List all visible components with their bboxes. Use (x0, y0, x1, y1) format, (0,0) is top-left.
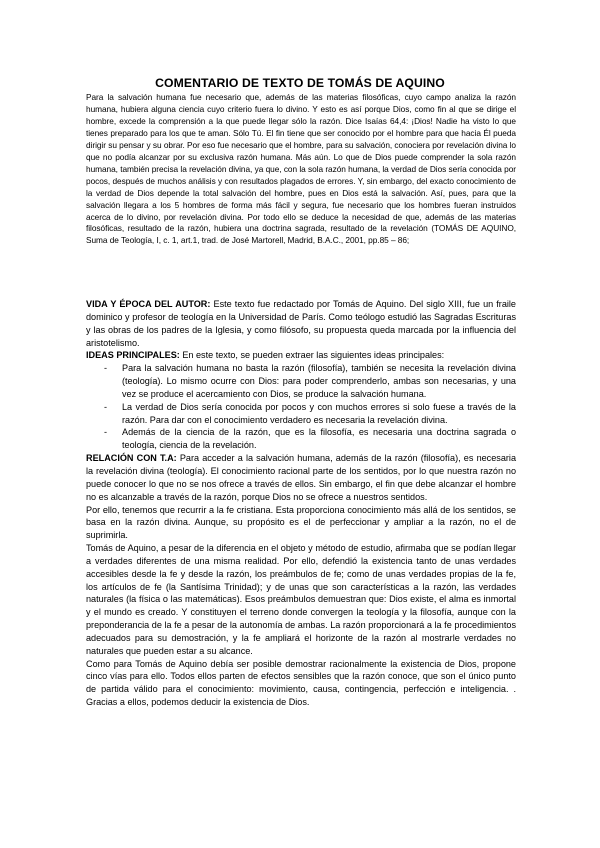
quoted-text: Para la salvación humana fue necesario que, además de las materias filosóficas, cuyo campo analiza la razón humana, hubiera alguna ciencia cuyo criterio fuera lo divino. Y esto es así porque Dios, como fin al que se dirige el hombre, excede la comprensión a la que puede llegar sólo la razón. Dice Isaías 64,4: ¡Dios! Nadie ha visto lo que tienes preparado para los que te aman. Sólo Tú. El fin tiene que ser conocido por el hombre para que hacia Él pueda dirigir su pensar y su obrar. Por eso fue necesario que el hombre, para su salvación, conociera por revelación divina lo que no podía alcanzar por su exclusiva razón humana. Más aún. Lo que de Dios puede comprender la sola razón humana, también precisa la revelación divina, ya que, con la sola razón humana, la verdad de Dios sería conocida por pocos, después de muchos análisis y con resultados plagados de errores. Y, sin embargo, del exacto conocimiento de la verdad de Dios depende la total salvación del hombre, pues en Dios está la salvación. Así, pues, para que la salvación llegara a los 5 hombres de forma más fácil y segura, fue necesario que los hombres fueran instruidos acerca de lo divino, por revelación divina. Por todo ello se deduce la necesidad de que, además de las materias filosóficas, resultado de la razón, hubiera una doctrina sagrada, resultado de la revelación (TOMÁS DE AQUINO, Suma de Teología, I, c. 1, art.1, trad. de José Martorell, Madrid, B.A.C., 2001, pp.85 – 86; (86, 92, 516, 246)
commentary-body (86, 298, 516, 709)
section-vida-text: Este texto fue redactado por Tomás de Aquino. Del siglo XIII, fue un fraile dominico y profesor de teología en la Universidad de París. Como teólogo estudió las Sagradas Escrituras y las obras de los padres de la Iglesia, y como filósofo, su propuesta queda marcada por la influencia del aristotelismo. (86, 299, 516, 348)
body-paragraph: Como para Tomás de Aquino debía ser posible demostrar racionalmente la existencia de Dios, propone cinco vías para ello. Todos ellos parten de efectos sensibles que la razón conoce, que son el único punto de partida válido para el conocimiento: movimiento, causa, contingencia, perfección e inteligencia. . Gracias a ellos, podemos deducir la existencia de Dios. (86, 658, 516, 708)
section-relacion-text: Para acceder a la salvación humana, además de la razón (filosofía), es necesaria la revelación divina (teología). El conocimiento racional parte de los sentidos, por lo que nuestra razón no puede conocer lo que no se nos ofrece a través de ellos. Sin embargo, el fin que debe alcanzar el hombre no es alcanzable a través de la razón, porque Dios no se ofrece a nuestros sentidos. (86, 453, 516, 502)
body-paragraph: Tomás de Aquino, a pesar de la diferencia en el objeto y método de estudio, afirmaba que se podían llegar a verdades diferentes de una misma realidad. Por ello, defendió la existencia tanto de unas verdades accesibles desde la fe y desde la razón, los preámbulos de fe; como de unas verdades propias de la fe, los artículos de fe (la Santísima Trinidad); y de unas que son características a la razón, las verdades naturales (la física o las matemáticas). Esos preámbulos demuestran que: Dios existe, el alma es inmortal y el mundo es creado. Y constituyen el terreno donde convergen la teología y la filosofía, aunque con la preponderancia de la fe a pesar de la autonomía de ambas. La razón proporcionará a la fe procedimientos adecuados para su demostración, y la fe ampliará el horizonte de la razón al mostrarle verdades no naturales que pueden estar a su alcance. (86, 543, 516, 656)
bullet-dash: - (104, 401, 108, 412)
section-relacion (86, 452, 516, 503)
section-vida (86, 298, 516, 349)
body-paragraph: Por ello, tenemos que recurrir a la fe cristiana. Esta proporciona conocimiento más allá de los sentidos, se basa en la razón divina. Aunque, su propósito es el de perfeccionar y ampliar a la razón, no el de suprimirla. (86, 504, 516, 541)
list-item (86, 426, 516, 452)
list-item (86, 401, 516, 427)
section-ideas (86, 349, 516, 362)
document-title: COMENTARIO DE TEXTO DE TOMÁS DE AQUINO (155, 76, 445, 90)
ideas-list (86, 362, 516, 452)
list-item-text: Además de la ciencia de la razón, que es la filosofía, es necesaria una doctrina sagrada o teología, ciencia de la revelación. (122, 427, 516, 451)
list-item-text: La verdad de Dios sería conocida por pocos y con muchos errores si solo fuese a través de la razón. Para dar con el conocimiento verdadero es necesaria la revelación divina. (122, 401, 516, 425)
list-item-text: Para la salvación humana no basta la razón (filosofía), también se necesita la revelación divina (teología). Lo mismo ocurre con Dios: para poder comprenderlo, ambas son necesarias, y una vez se produce el acercamiento con Dios, se produce la salvación humana. (122, 363, 516, 399)
section-ideas-text: En este texto, se pueden extraer las siguientes ideas principales: (179, 350, 445, 361)
section-vida-label: VIDA Y ÉPOCA DEL AUTOR: (86, 299, 211, 309)
bullet-dash: - (104, 363, 108, 374)
section-ideas-label: IDEAS PRINCIPALES: (86, 350, 180, 361)
section-relacion-label: RELACIÓN CON T.A: (86, 453, 177, 464)
bullet-dash: - (104, 427, 108, 438)
list-item (86, 362, 516, 401)
